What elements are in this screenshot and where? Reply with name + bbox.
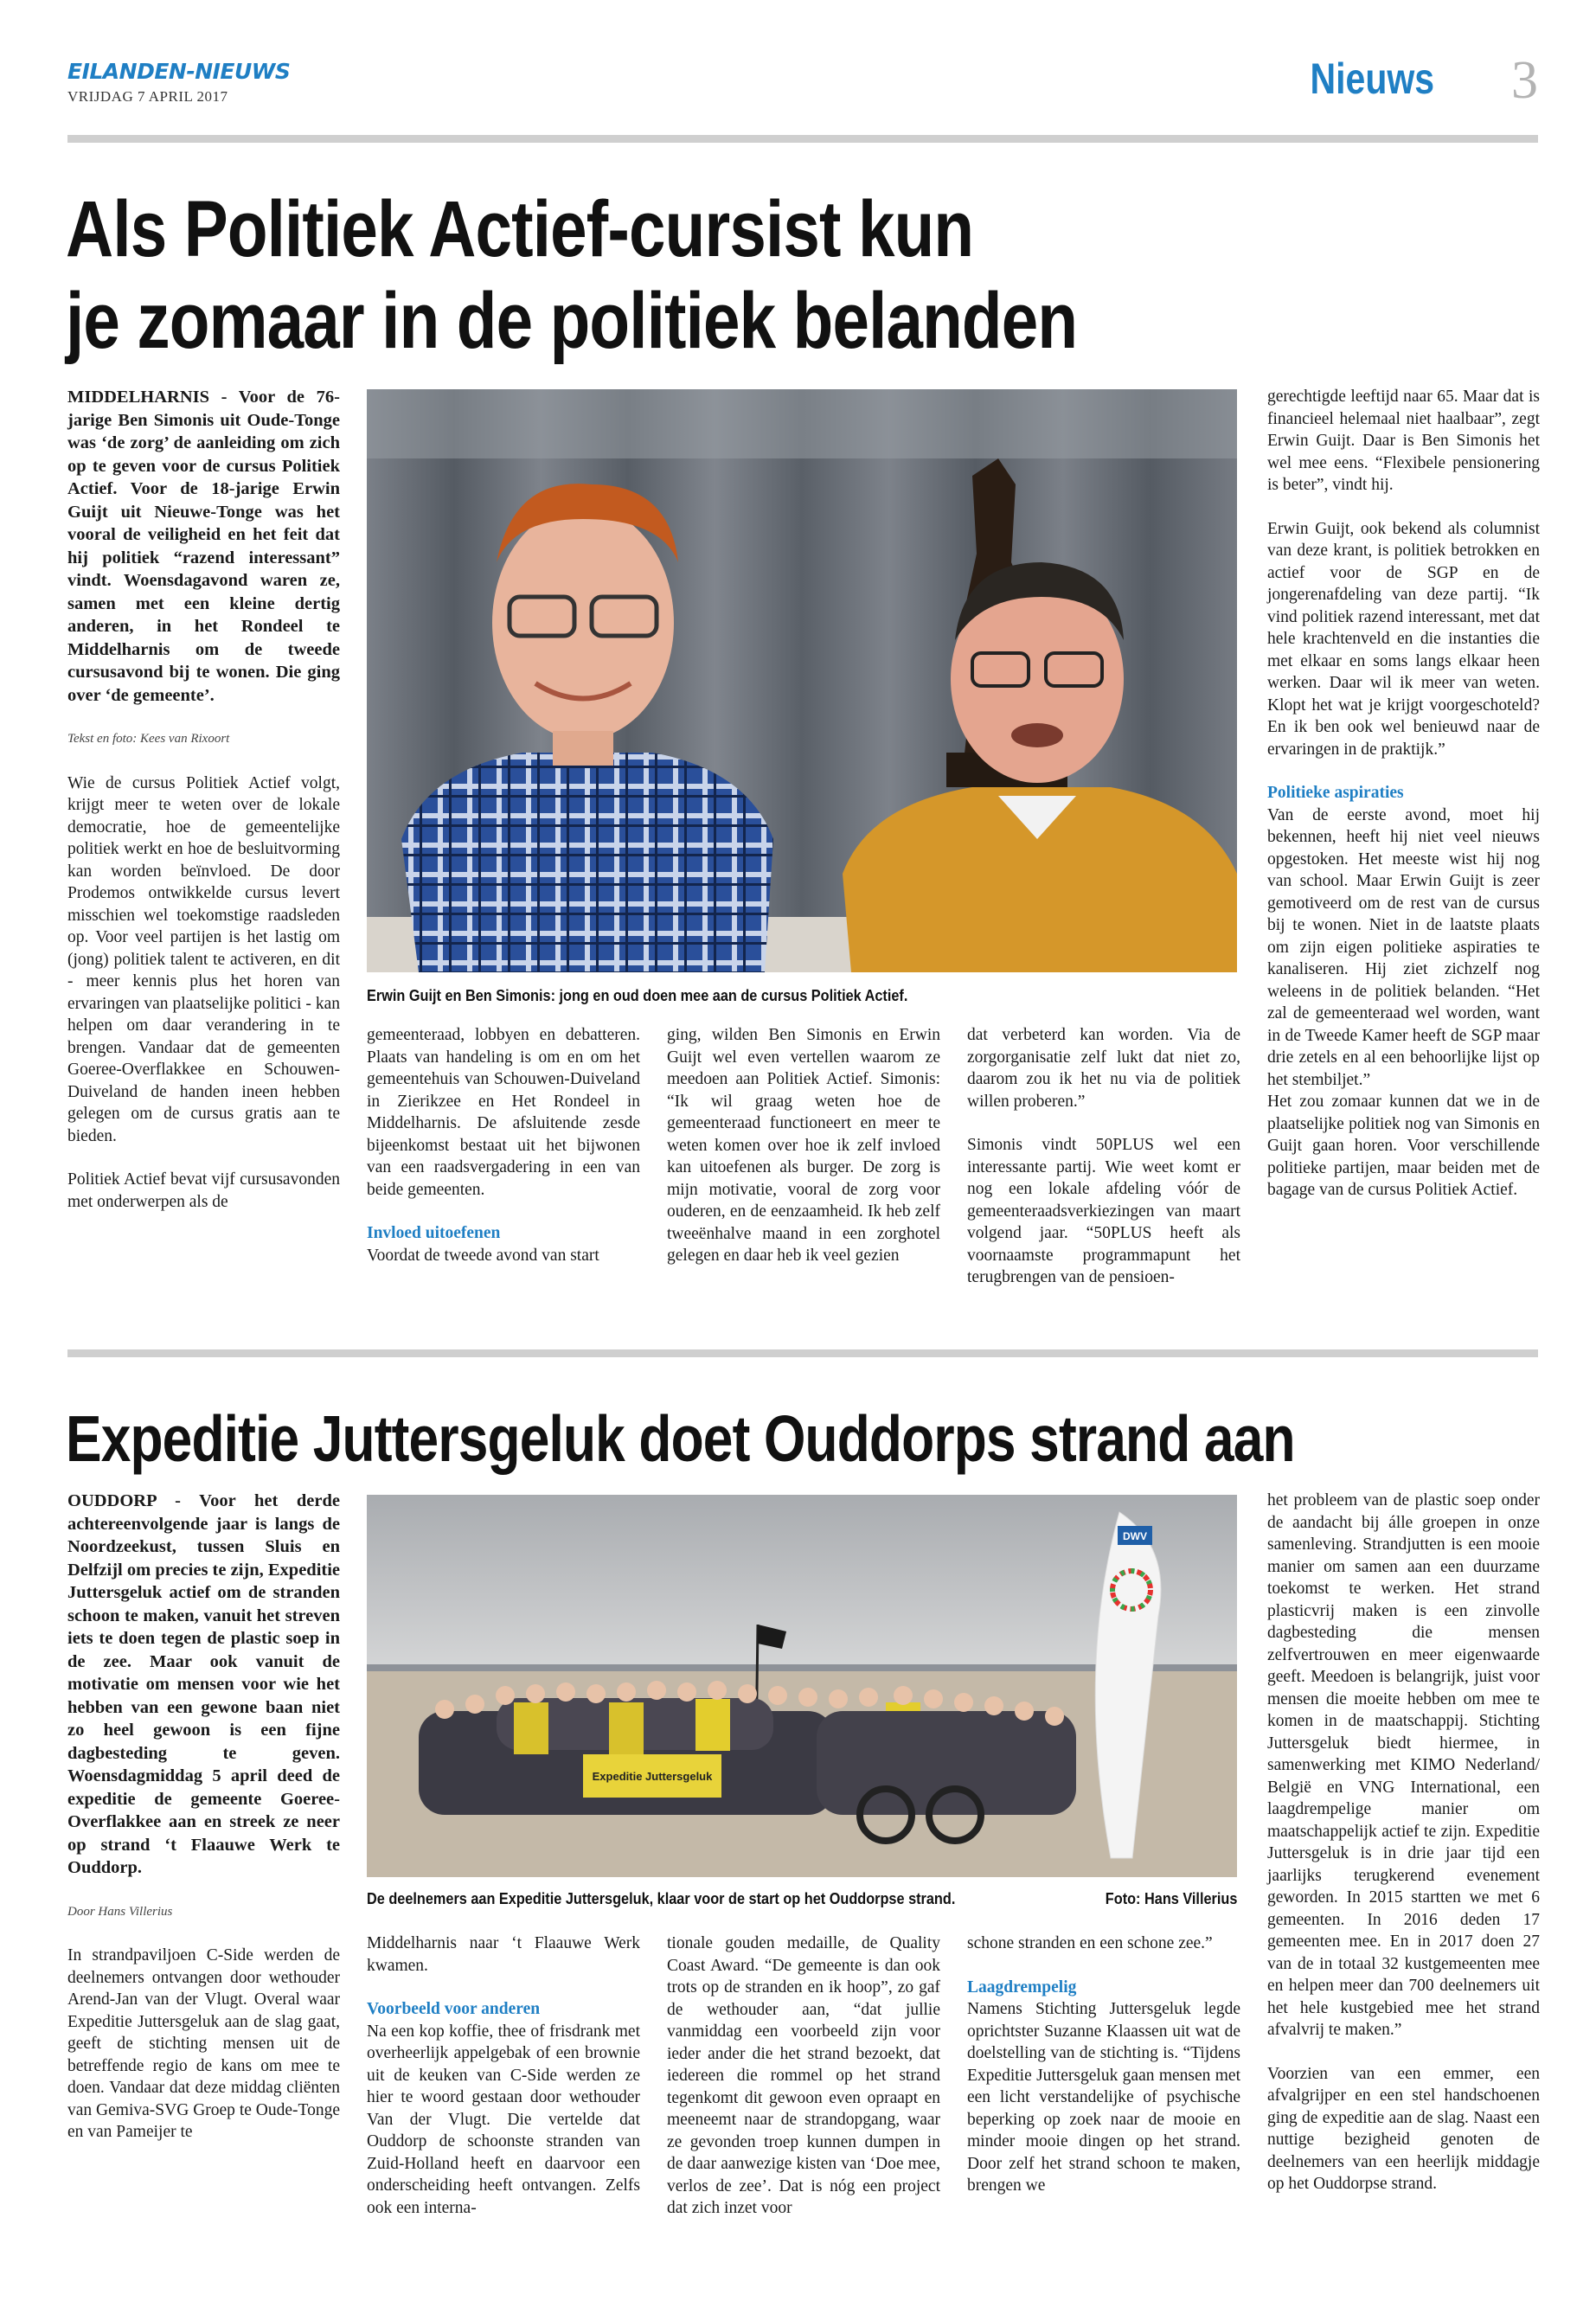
article1-lead: MIDDELHARNIS - Voor de 76-jarige Ben Simonis uit Oude-Tonge was ‘de zorg’ de aanleiding om zich op te geven voor de cursus Politiek Actief. Voor de 18-jarige Erwin Guijt uit Nieuwe-Tonge was het vooral de veiligheid en het feit dat hij politiek “razend interessant” vindt. Woensdagavond waren ze, samen met een kleine dertig anderen, in het Rondeel te Middelharnis om de tweede cursusavond bij te wonen. Die ging over ‘de gemeente’. [67,388,340,705]
article2-column-1 [67,1490,340,2144]
article2-byline: Door Hans Villerius [67,1904,173,1919]
photo-beach-group [367,1495,1237,1877]
article1-col5-paragraph-4: Het zou zomaar kunnen dat we in de plaatselijke politiek nog van Simonis en Guijt gaan horen. Voor verschillende politieke partijen, maar beiden met de bagage van de cursus Politiek Actief. [1267,1093,1540,1199]
section-title: Nieuws [1310,54,1434,103]
article2-lead: OUDDORP - Voor het derde achtereenvolgende jaar is langs de Noordzeekust, tussen Sluis en Delfzijl om precies te zijn, Expeditie Juttersgeluk actief om de stranden schoon te maken, vanuit het streven iets te doen tegen de plastic soep in de zee. Maar ook vanuit de motivatie om mensen voor wie het hebben van een gewone baan niet zo heel gewoon is een fijne dagbesteding te geven. Woensdagmiddag 5 april deed de expeditie de gemeente Goeree-Overflakkee aan en streek ze neer op strand ‘t Flaauwe Werk te Ouddorp. [67,1491,341,1877]
article1-col4-paragraph-2: Simonis vindt 50PLUS wel een interessante partij. Wie weet komt er nog een lokale afdeling vóór de gemeenteraadsverkiezingen van maart volgend jaar. “50PLUS heeft als voornaamste programmapunt het terugbrengen van de pensioen- [967,1136,1240,1286]
masthead [67,51,1538,131]
article2-subhead-laagdrempelig: Laagdrempelig [967,1977,1077,1997]
article1-col1-paragraph-1: Wie de cursus Politiek Actief volgt, krijgt meer te weten over de lokale democratie, hoe de gemeentelijke politiek werkt en hoe de besluitvorming kan worden beïnvloed. De door Prodemos ontwikkelde cursus levert misschien wel toekomstige raadsleden op. Voor veel partijen is het lastig om (jong) politiek talent te activeren, en dit - meer kennis plus het horen van ervaringen van plaatselijke politici - kan helpen om daar verandering in te brengen. Vandaar dat de gemeenten Goeree-Overflakkee en Schouwen-Duiveland de handen ineen hebben gelegen om de cursus gratis aan te bieden. [67,773,340,1145]
article1-subhead-aspiraties: Politieke aspiraties [1267,784,1404,802]
header-rule [67,135,1538,143]
page-number: 3 [1511,51,1538,110]
article2-col4-subhead-wrap [967,1977,1240,2197]
article1-col5-paragraph-1: gerechtigde leeftijd naar 65. Maar dat is financieel helemaal niet haalbaar”, zegt Erwin Guijt. Daar is Ben Simonis het wel mee eens. “Flexibele pensionering is beter”, vindt hij. [1267,388,1540,494]
article2-photo-credit: Foto: Hans Villerius [1105,1889,1237,1907]
article2-photo [367,1495,1237,1877]
article1-column-4 [967,1024,1240,1289]
article1-col5-paragraph-2: Erwin Guijt, ook bekend als columnist van deze krant, is politiek betrokken en actief voor de SGP en de jongerenafdeling van deze partij. “Ik vind politiek razend interessant, met dat hele krachtenveld en die instanties die met elkaar en soms langs elkaar heen werken. Daar wil ik meer van weten. Klopt het wat je krijgt voorgeschoteld? En ik ben ook wel benieuwd naar de ervaringen in de praktijk.” [1267,519,1540,759]
article-divider-rule [67,1349,1538,1357]
banner-flag-text: DWV [1123,1530,1147,1542]
article1-col2-paragraph-2: Voordat de tweede avond van start [367,1246,599,1265]
article2-col4-paragraph-2: Namens Stichting Juttersgeluk legde oprichtster Suzanne Klaassen uit wat de doelstelling van de stichting is. “Tijdens Expeditie Juttersgeluk gaan mensen met een licht verstandelijke of psychische beperking op zoek naar de mooie en minder mooie dingen op het strand. Door zelf het strand schoon te maken, brengen we [967,2000,1240,2195]
article1-col1-paragraph-2: Politiek Actief bevat vijf cursusavonden met onderwerpen als de [67,1170,340,1211]
article1-subhead-invloed: Invloed uitoefenen [367,1224,501,1242]
article1-photo-caption: Erwin Guijt en Ben Simonis: jong en oud doen mee aan de cursus Politiek Actief. [367,986,908,1004]
newspaper-logo: EILANDEN-NIEUWS [67,59,291,84]
article2-col4-paragraph-1: schone stranden en een schone zee.” [967,1934,1213,1952]
article1-col5-subhead-wrap [1267,782,1540,1091]
article1-col4-paragraph-1: dat verbeterd kan worden. Via de zorgorganisatie zelf lukt dat niet zo, daarom zou ik het nu via de politiek willen proberen.” [967,1026,1240,1111]
photo-two-men [367,389,1237,972]
article2-column-4 [967,1932,1240,2197]
article2-col2-paragraph-1: Middelharnis naar ‘t Flaauwe Werk kwamen. [367,1934,640,1975]
article1-column-3 [667,1024,940,1267]
banner-text: Expeditie Juttersgeluk [592,1770,713,1783]
article2-photo-caption: De deelnemers aan Expeditie Juttersgeluk, klaar voor de start op het Ouddorpse strand. [367,1889,956,1907]
article2-col2-subhead-wrap [367,1998,640,2219]
article2-col5-paragraph-2: Voorzien van een emmer, een afvalgrijper en een stel handschoenen ging de expeditie aan de slag. Naast een nuttige bezigheid genoten de deelnemers van een heerlijk middagje op het Ouddorpse strand. [1267,2064,1540,2193]
article2-column-5 [1267,1490,1540,2195]
article1-byline: Tekst en foto: Kees van Rixoort [67,732,230,746]
article1-headline-line2: je zomaar in de politiek belanden [66,277,1078,365]
article2-col3-paragraph-1: tionale gouden medaille, de Quality Coast Award. “De gemeente is dan ook trots op de stranden en ik hoop”, zo gaf de wethouder aan, “dat jullie vanmiddag een voorbeeld zijn voor ieder ander die het strand bezoekt, dat iedereen die rommel op het strand tegenkomt dit gewoon even opraapt en meeneemt naar de strandopgang, waar ze gevonden troep kunnen dumpen in de daar aanwezige kisten van ‘Doe mee, verlos de zee’. Dat is nóg een project dat zich inzet voor [667,1934,940,2217]
article1-col2-subhead-wrap [367,1222,640,1266]
article1-column-2 [367,1024,640,1266]
article1-photo [367,389,1237,972]
article1-col5-paragraph-3: Van de eerste avond, moet hij bekennen, heeft hij niet veel nieuws opgestoken. Het meeste wist hij nog van school. Maar Erwin Guijt is zeer gemotiveerd om de rest van de cursus bij te wonen. Niet in de laatste plaats om zijn eigen politieke aspiraties te kanaliseren. Hij ziet zichzelf nog weleens in de politiek belanden. “Het zal de gemeenteraad wel worden, want in de Tweede Kamer heeft de SGP maar drie zetels en al een behoorlijke lijst op het stembiljet.” [1267,805,1540,1089]
issue-date: VRIJDAG 7 APRIL 2017 [67,88,228,105]
article1-column-5 [1267,386,1540,1202]
article2-subhead-voorbeeld: Voorbeeld voor anderen [367,2000,541,2018]
article2-col1-paragraph-1: In strandpaviljoen C-Side werden de deelnemers ontvangen door wethouder Arend-Jan van der Vlugt. Overal waar Expeditie Juttersgeluk aan de slag gaat, geeft de stichting mensen uit de betreffende regio de kans om mee te doen. Vandaar dat deze middag cliënten van Gemiva-SVG Groep te Oude-Tonge en van Pameijer te [67,1946,340,2141]
article2-column-3 [667,1932,940,2220]
article1-col3-paragraph-1: ging, wilden Ben Simonis en Erwin Guijt wel even vertellen waarom ze meedoen aan Politiek Actief. Simonis: “Ik wil graag weten hoe de gemeenteraad functioneert en meer te weten komen over hoe ik zelf invloed kan uitoefenen als burger. De zorg is mijn motivatie, vooral de zorg voor ouderen, en de eenzaamheid. Ik heb zelf tweeënhalve maand in een zorghotel gelegen en daar heb ik veel gezien [667,1026,940,1265]
article1-headline-line1: Als Politiek Actief-cursist kun [66,185,974,273]
article1-col2-paragraph-1: gemeenteraad, lobbyen en debatteren. Plaats van handeling is om en om het gemeentehuis van Schouwen-Duiveland in Zierikzee en Het Rondeel in Middelharnis. De afsluitende zesde bijeenkomst bestaat uit het bijwonen van een raadsvergadering in een van beide gemeenten. [367,1026,640,1199]
article2-col5-paragraph-1: het probleem van de plastic soep onder de aandacht bij álle groepen in onze samenleving. Strandjutten is een mooie manier om samen aan een duurzame toekomst te werken. Het strand plasticvrij maken is een zinvolle dagbesteding die mensen zelfvertrouwen en meer eigenwaarde geeft. Meedoen is belangrijk, juist voor mensen die moeite hebben om mee te komen in de maatschappij. Stichting Juttersgeluk biedt hiermee, in samenwerking met KIMO Nederland/ België en VNG International, een laagdrempelige manier om maatschappelijk actief te zijn. Expeditie Juttersgeluk is in drie jaar tijd een jaarlijks terugkerend evenement geworden. In 2015 startten we met 6 gemeenten. In 2016 deden 17 gemeenten mee. En in 2017 doen 27 van de in totaal 32 kustgemeenten mee en helpen meer dan 700 deelnemers uit het hele kustgebied mee het strand afvalvrij te maken.” [1267,1491,1540,2039]
article1-headline [66,183,1077,367]
article2-column-2 [367,1932,640,2219]
article2-headline: Expeditie Juttersgeluk doet Ouddorps strand aan [66,1402,1295,1475]
article1-column-1 [67,386,340,1213]
article2-col2-paragraph-2: Na een kop koffie, thee of frisdrank met overheerlijk appelgebak of een brownie uit de keuken van C-Side werden ze hier te woord gestaan door wethouder Van der Vlugt. Die vertelde dat Ouddorp de schoonste stranden van Zuid-Holland heeft en daarvoor een onderscheiding heeft ontvangen. Zelfs ook een interna- [367,2022,640,2217]
